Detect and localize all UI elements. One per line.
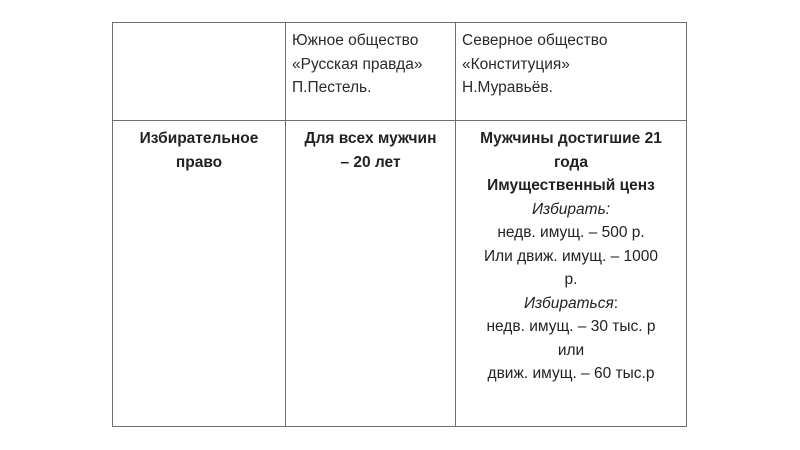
- north-suffrage-age-line2: года: [554, 153, 588, 171]
- north-elect-heading: Избирать:: [531, 200, 611, 218]
- north-society-document: «Конституция»: [462, 55, 570, 73]
- north-suffrage-cell: [456, 121, 687, 427]
- north-elect-movable-line2: р.: [564, 271, 578, 288]
- north-society-author: Н.Муравьёв.: [462, 79, 553, 96]
- north-society-name: Северное общество: [462, 32, 608, 49]
- row-label-line1: Избирательное: [139, 130, 259, 147]
- header-cell-empty: [113, 23, 286, 121]
- south-suffrage-line2: – 20 лет: [340, 153, 401, 171]
- south-suffrage-cell: [286, 121, 456, 427]
- north-elect-movable-line1: Или движ. имущ. – 1000: [483, 247, 659, 265]
- table-header-row: [113, 23, 687, 121]
- south-society-name: Южное общество: [292, 32, 419, 49]
- header-cell-north-society: [456, 23, 687, 121]
- north-be-elected-colon: :: [613, 294, 619, 312]
- north-be-elected-heading-line: [460, 292, 682, 316]
- south-society-document: «Русская правда»: [292, 55, 423, 73]
- north-be-elected-or: или: [557, 341, 585, 359]
- north-elect-real-estate: недв. имущ. – 500 р.: [497, 224, 645, 241]
- north-be-elected-real-estate: недв. имущ. – 30 тыс. р: [486, 318, 656, 335]
- south-suffrage-line1: Для всех мужчин: [304, 130, 437, 147]
- header-cell-south-society: [286, 23, 456, 121]
- comparison-table: [112, 22, 687, 427]
- north-suffrage-age-line1: Мужчины достигшие 21: [480, 130, 662, 147]
- north-property-qualification: Имущественный ценз: [487, 177, 655, 194]
- north-be-elected-heading: Избираться: [523, 294, 614, 312]
- south-society-author: П.Пестель.: [292, 79, 372, 96]
- table-row-suffrage: [113, 121, 687, 427]
- row-label-cell: [113, 121, 286, 427]
- north-be-elected-movable: движ. имущ. – 60 тыс.р: [487, 365, 655, 382]
- row-label-line2: право: [175, 153, 223, 171]
